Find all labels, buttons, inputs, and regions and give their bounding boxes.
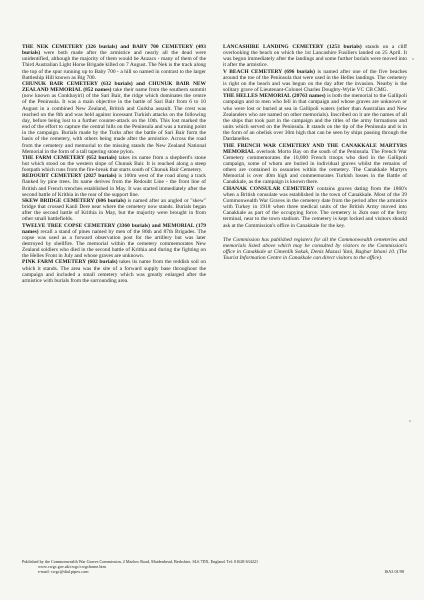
left-paragraph xyxy=(22,81,206,155)
paragraph-text: take their name from the southern summit (now known as Conkbayiri) of the Sari Bair, the ridge which dominates the centre of the Peninsula. It was a main objective in the battle of Sari Bair from 6 to 10 August in a combined New Zealand, British and Gurkha assault. The crest was reached on the 8th and was held against incessant Turkish attacks on the following day, before being lost to a further counter-attack on the 10th. This lost marked the end of the effort to capture the central hills on the Peninsula and was a turning point in the campaign. Burials made by the Turks after the battle of Sari Bair form the basis of the cemetery, with others being made after the armistice. Across the road from the cemetery and memorial to the missing stands the New Zealand National Memorial in the form of a tall tapering stone pylon. xyxy=(22,87,206,155)
cemetery-heading: LANCASHIRE LANDING CEMETERY (1253 burials) xyxy=(223,44,362,50)
paragraph-text: is named after an angled or "skew" bridge that crossed Kanli Dere near where the cemetery now stands. Burials began after the second battle of Krithia in May, but the majority were brought in from other small battlefields. xyxy=(22,197,206,223)
cemetery-heading: CHANAK CONSULAR CEMETERY xyxy=(223,185,315,192)
right-paragraphs xyxy=(223,44,407,229)
registers-note: The Commission has published registers for all the Commonwealth cemeteries and memorials listed above which may be consulted by visitors to the Commission's office in Canakkale at Cimenlik Sokak, Deniz Mazasi Yani, Baghar Izhani 10. (The Tourist Information Centre in Canakkale can direct visitors to the office). xyxy=(223,236,407,262)
left-paragraph xyxy=(22,155,206,173)
cemetery-heading: THE FRENCH WAR CEMETERY AND THE CANAKKALE MARTYRS MEMORIAL xyxy=(223,142,407,155)
cemetery-heading: V BEACH CEMETERY (696 burials) xyxy=(223,68,315,75)
paragraph-text: is both the memorial to the Gallipoli campaign and to men who fell in that campaign and whose graves are unknown or who were lost or buried at sea in Gallipoli waters (other than Australian and New Zealanders who are named on other memorials). Inscribed on it are the names of all the ships that took part in the campaign and the titles of the army formations and units which served on the Peninsula. It stands on the tip of the Peninsula and is in the form of an obelisk over 30m high that can be seen by ships passing through the Dardanelles. xyxy=(223,93,407,143)
cemetery-heading: REDOUBT CEMETERY (2027 burials) xyxy=(22,173,117,180)
left-paragraph xyxy=(22,173,206,198)
right-paragraph xyxy=(223,44,407,69)
right-paragraph xyxy=(223,143,407,186)
scan-speck xyxy=(409,420,411,422)
website-link[interactable]: www.cwgc.gov.uk/cwgc/cwgchome.htm xyxy=(38,564,106,570)
cemetery-heading: SKEW BRIDGE CEMETERY (606 burials) xyxy=(22,197,126,204)
email-link[interactable]: e-mail: cwgc@dial.pipex.com xyxy=(38,569,89,575)
cemetery-heading: THE HELLES MEMORIAL (20763 names) xyxy=(223,93,326,100)
left-column xyxy=(22,44,206,284)
cemetery-heading: THE FARM CEMETERY (652 burials) xyxy=(22,154,117,161)
publisher-line: Published by the Commonwealth War Graves Commission, 2 Marlow Road, Maidenhead, Berkshire, SL6 7DX, England. Tel: 01628 634221 xyxy=(22,559,259,564)
document-reference: ISA3 01/98 xyxy=(384,569,404,574)
right-paragraph xyxy=(223,186,407,229)
cemetery-heading: PINK FARM CEMETERY (602 burials) xyxy=(22,259,118,266)
cemetery-heading: CHUNUK BAIR CEMETERY (632 burials) and CHUNUK BAIR NEW ZEALAND MEMORIAL (852 names) xyxy=(22,80,206,94)
paragraph-text: stands on a cliff overlooking the beach on which the 1st Lancashire Fusiliers landed on 25 April. It was begun immediately after the landings and some further burials were moved into it after the armistice. xyxy=(223,44,407,69)
right-paragraph xyxy=(223,69,407,94)
paragraph-text: were both made after the armistice and nearly all the dead were unidentified, although the majority of them would be Anzacs - many of them of the Third Australian Light Horse Brigade killed on 7 August. The Nek is the track along the top of the spur running up to Baby 700 - a hill so named in contrast to the larger Battleship Hill known as Big 700. xyxy=(22,50,206,81)
left-paragraph xyxy=(22,198,206,223)
cemetery-heading: TWELVE TREE COPSE CEMETERY (3360 burials) and MEMORIAL (179 names) xyxy=(22,222,206,235)
cemetery-heading: THE NEK CEMETERY (326 burials) and BABY 700 CEMETERY (493 burials) xyxy=(22,44,206,57)
paragraph-text: takes its name from a shepherd's stone hut which stood on the western slope of Chunuk Bair. It is reached along a steep footpath which runs from the fire-break that starts south of Chunuk Bair Cemetery. xyxy=(22,154,206,174)
paragraph-text: contains graves dating from the 1860's when a British consulate was established in the town of Canakkale. Most of the 39 Commonwealth War Graves in the cemetery date from the period after the armistice with Turkey in 1918 when three medical units of the British Army moved into Canakkale as part of the occupying force. The cemetery is 2km east of the ferry terminal, near to the town stadium. The cemetery is kept locked and visitors should ask at the Commission's office in Canakkale for the key. xyxy=(223,185,407,229)
left-paragraph xyxy=(22,259,206,284)
paragraph-text: is named after one of the five beaches around the toe of the Peninsula that were used in the Helles landings. The cemetery is right on the beach and was begun on the day after the invasion. Nearby is the solitary grave of Lieutenant-Colonel Charles Doughty-Wylie VC CB CMG. xyxy=(223,68,407,94)
paragraph-text: overlook Morto Bay on the south of the Peninsula. The French War Cemetery commemorates the 10,000 French troops who died in the Gallipoli campaign, some of whom are buried in individual graves whilst the remains of others are contained in ossuaries within the cemetery. The Canakkale Martyrs Memorial is over 40m high and commemorates Turkish losses in the Battle of Canakkale, as the campaign is known there. xyxy=(223,148,407,186)
paragraph-text: recall a stand of pines named by men of the 86th and 87th Brigades. The copse was used as a forward observation post for the artillery but was later destroyed by shellfire. The memorial within the cemetery commemorates New Zealand soldiers who died in the second battle of Krithia and during the fighting on the Helles Front in July and whose graves are unknown. xyxy=(22,228,206,260)
footer xyxy=(22,559,406,575)
left-paragraph xyxy=(22,44,206,81)
right-paragraph xyxy=(223,93,407,142)
paragraph-text: takes its name from the reddish soil on which it stands. The area was the site of a forward supply base throughout the campaign and included a small cemetery which was greatly enlarged after the armistice with burials from the surrounding area. xyxy=(22,259,206,284)
left-paragraph xyxy=(22,223,206,260)
paragraph-text: is 100m west of the road along a track flanked by pine trees. Its name derives from the Redoubt Line - the front line of British and French trenches established in May. It was started immediately after the second battle of Krithia in the rear of the support line. xyxy=(22,173,206,198)
document-page xyxy=(22,44,406,592)
right-column xyxy=(223,44,407,261)
scan-speck xyxy=(412,58,414,60)
